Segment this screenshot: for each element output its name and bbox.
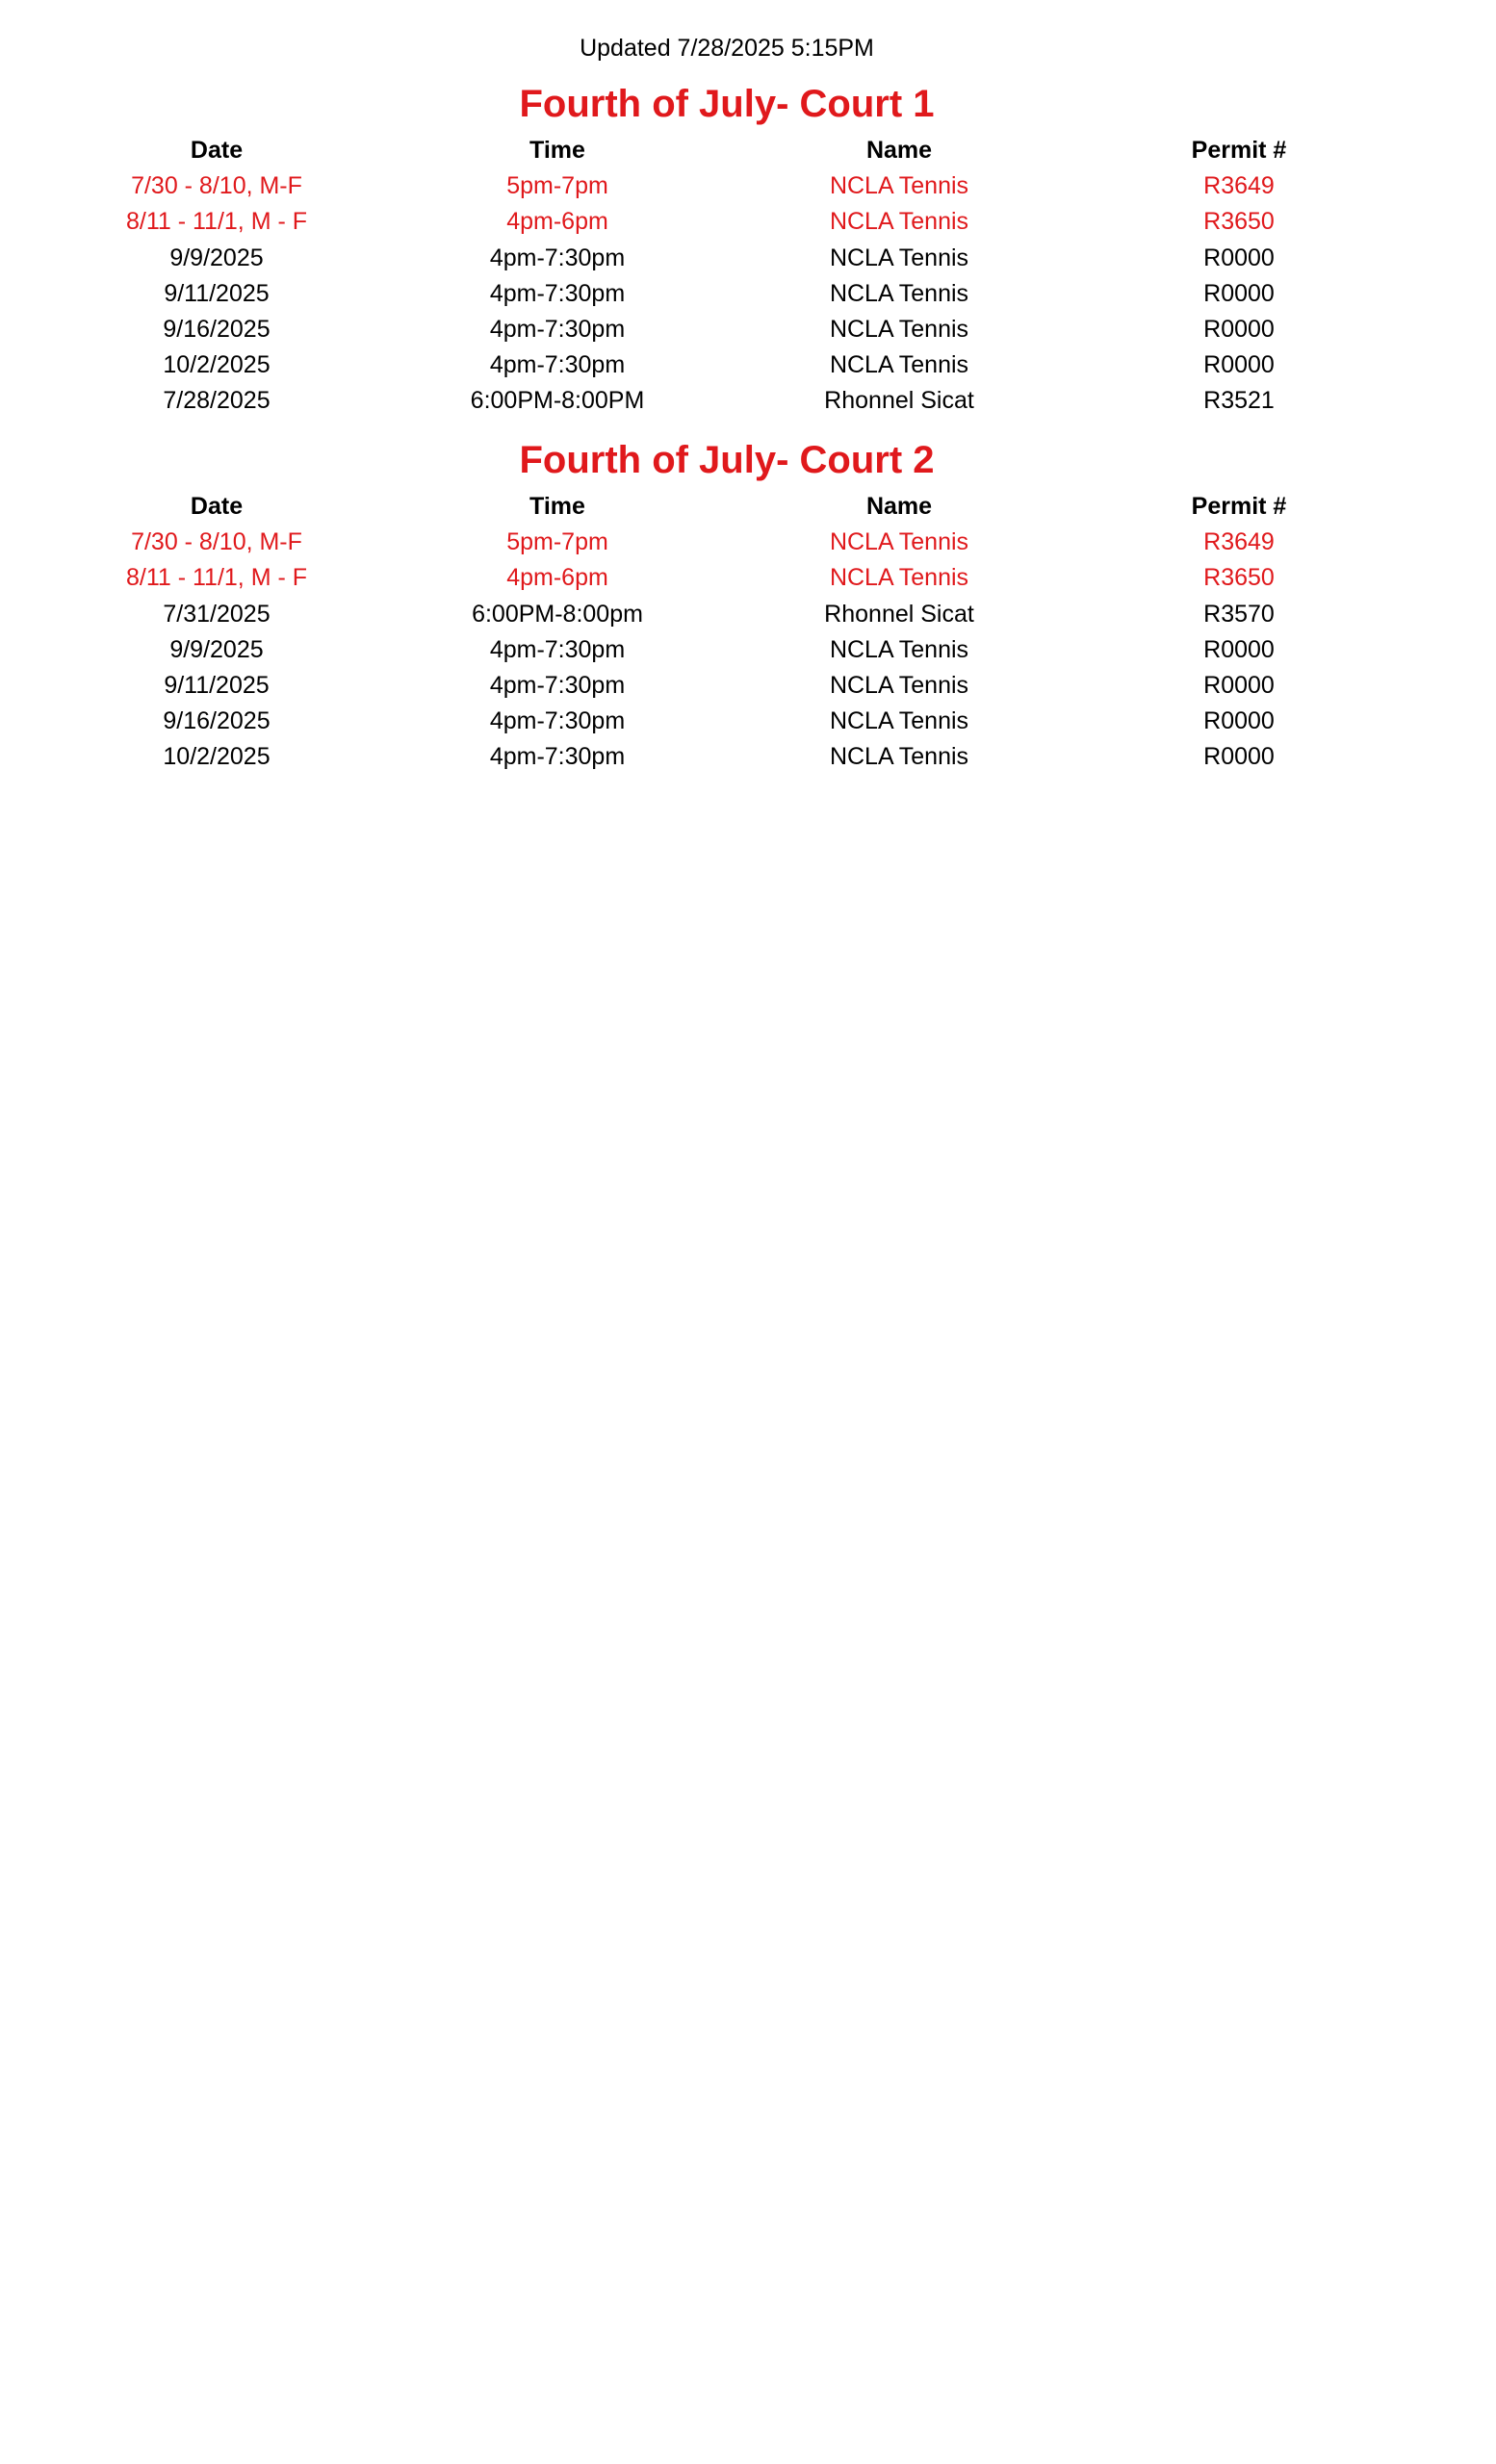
date-cell: 7/28/2025 xyxy=(163,387,271,415)
name-cell: NCLA Tennis xyxy=(829,635,969,663)
time-cell: 5pm-7pm xyxy=(506,172,608,200)
table-row xyxy=(0,312,1496,347)
name-column-header: Name xyxy=(865,137,933,164)
table-row xyxy=(0,597,1496,632)
date-column-header: Date xyxy=(190,137,244,164)
court-2-title: Fourth of July- Court 2 xyxy=(519,439,935,481)
date-cell: 9/9/2025 xyxy=(169,244,264,271)
permit-cell: R0000 xyxy=(1203,635,1275,663)
time-column-header: Time xyxy=(529,137,585,164)
name-cell: NCLA Tennis xyxy=(829,172,969,200)
name-cell: NCLA Tennis xyxy=(829,743,969,771)
time-cell: 5pm-7pm xyxy=(506,528,608,556)
date-cell: 10/2/2025 xyxy=(163,351,271,379)
name-cell: NCLA Tennis xyxy=(829,315,969,343)
permit-column-header: Permit # xyxy=(1191,137,1287,164)
permit-cell: R0000 xyxy=(1203,743,1275,771)
date-cell: 10/2/2025 xyxy=(163,743,271,771)
date-cell: 9/11/2025 xyxy=(164,279,270,307)
permit-cell: R0000 xyxy=(1203,707,1275,735)
time-cell: 4pm-7:30pm xyxy=(489,671,626,699)
table-row xyxy=(0,276,1496,312)
permit-cell: R0000 xyxy=(1203,244,1275,271)
permit-cell: R0000 xyxy=(1203,671,1275,699)
table-row xyxy=(0,704,1496,739)
time-cell: 4pm-7:30pm xyxy=(489,351,626,379)
updated-timestamp: Updated 7/28/2025 5:15PM xyxy=(580,35,874,62)
time-cell: 4pm-7:30pm xyxy=(489,315,626,343)
date-cell: 9/11/2025 xyxy=(164,671,270,699)
table-row xyxy=(0,668,1496,704)
permit-cell: R3649 xyxy=(1203,528,1275,556)
time-cell: 4pm-7:30pm xyxy=(489,244,626,271)
date-cell: 8/11 - 11/1, M - F xyxy=(125,208,308,236)
table-row xyxy=(0,525,1496,560)
date-cell: 9/16/2025 xyxy=(163,707,271,735)
name-cell: NCLA Tennis xyxy=(829,528,969,556)
date-cell: 7/30 - 8/10, M-F xyxy=(131,172,302,200)
court-1-header-row xyxy=(0,133,1496,168)
permit-cell: R3650 xyxy=(1203,208,1275,236)
name-cell: NCLA Tennis xyxy=(829,208,969,236)
court-2-header-row xyxy=(0,489,1496,525)
date-cell: 9/16/2025 xyxy=(163,315,271,343)
name-cell: NCLA Tennis xyxy=(829,707,969,735)
name-cell: NCLA Tennis xyxy=(829,279,969,307)
table-row xyxy=(0,383,1496,419)
permit-column-header: Permit # xyxy=(1191,493,1287,520)
name-cell: NCLA Tennis xyxy=(829,671,969,699)
date-cell: 8/11 - 11/1, M - F xyxy=(125,564,308,592)
permit-cell: R3649 xyxy=(1203,172,1275,200)
table-row xyxy=(0,739,1496,775)
name-cell: NCLA Tennis xyxy=(829,351,969,379)
time-column-header: Time xyxy=(529,493,585,520)
time-cell: 6:00PM-8:00PM xyxy=(470,387,645,415)
time-cell: 4pm-6pm xyxy=(506,208,608,236)
table-row xyxy=(0,632,1496,668)
name-column-header: Name xyxy=(865,493,933,520)
date-cell: 7/30 - 8/10, M-F xyxy=(131,528,302,556)
court-1-section xyxy=(0,75,1496,420)
permit-cell: R0000 xyxy=(1203,279,1275,307)
table-row xyxy=(0,168,1496,204)
name-cell: Rhonnel Sicat xyxy=(824,600,974,628)
permit-cell: R3570 xyxy=(1203,600,1275,628)
court-1-title: Fourth of July- Court 1 xyxy=(519,83,935,125)
permit-cell: R0000 xyxy=(1203,351,1275,379)
date-cell: 9/9/2025 xyxy=(169,635,264,663)
permit-cell: R0000 xyxy=(1203,315,1275,343)
court-1-rows xyxy=(0,168,1496,419)
table-row xyxy=(0,560,1496,596)
court-2-rows xyxy=(0,525,1496,775)
name-cell: NCLA Tennis xyxy=(829,564,969,592)
permit-cell: R3521 xyxy=(1203,387,1275,415)
time-cell: 4pm-7:30pm xyxy=(489,635,626,663)
table-row xyxy=(0,204,1496,240)
time-cell: 4pm-7:30pm xyxy=(489,743,626,771)
name-cell: Rhonnel Sicat xyxy=(824,387,974,415)
table-row xyxy=(0,347,1496,383)
permit-cell: R3650 xyxy=(1203,564,1275,592)
name-cell: NCLA Tennis xyxy=(829,244,969,271)
date-cell: 7/31/2025 xyxy=(163,600,271,628)
table-row xyxy=(0,241,1496,276)
time-cell: 4pm-6pm xyxy=(506,564,608,592)
time-cell: 4pm-7:30pm xyxy=(489,707,626,735)
court-2-section xyxy=(0,431,1496,776)
time-cell: 4pm-7:30pm xyxy=(489,279,626,307)
date-column-header: Date xyxy=(190,493,244,520)
time-cell: 6:00PM-8:00pm xyxy=(472,600,643,628)
